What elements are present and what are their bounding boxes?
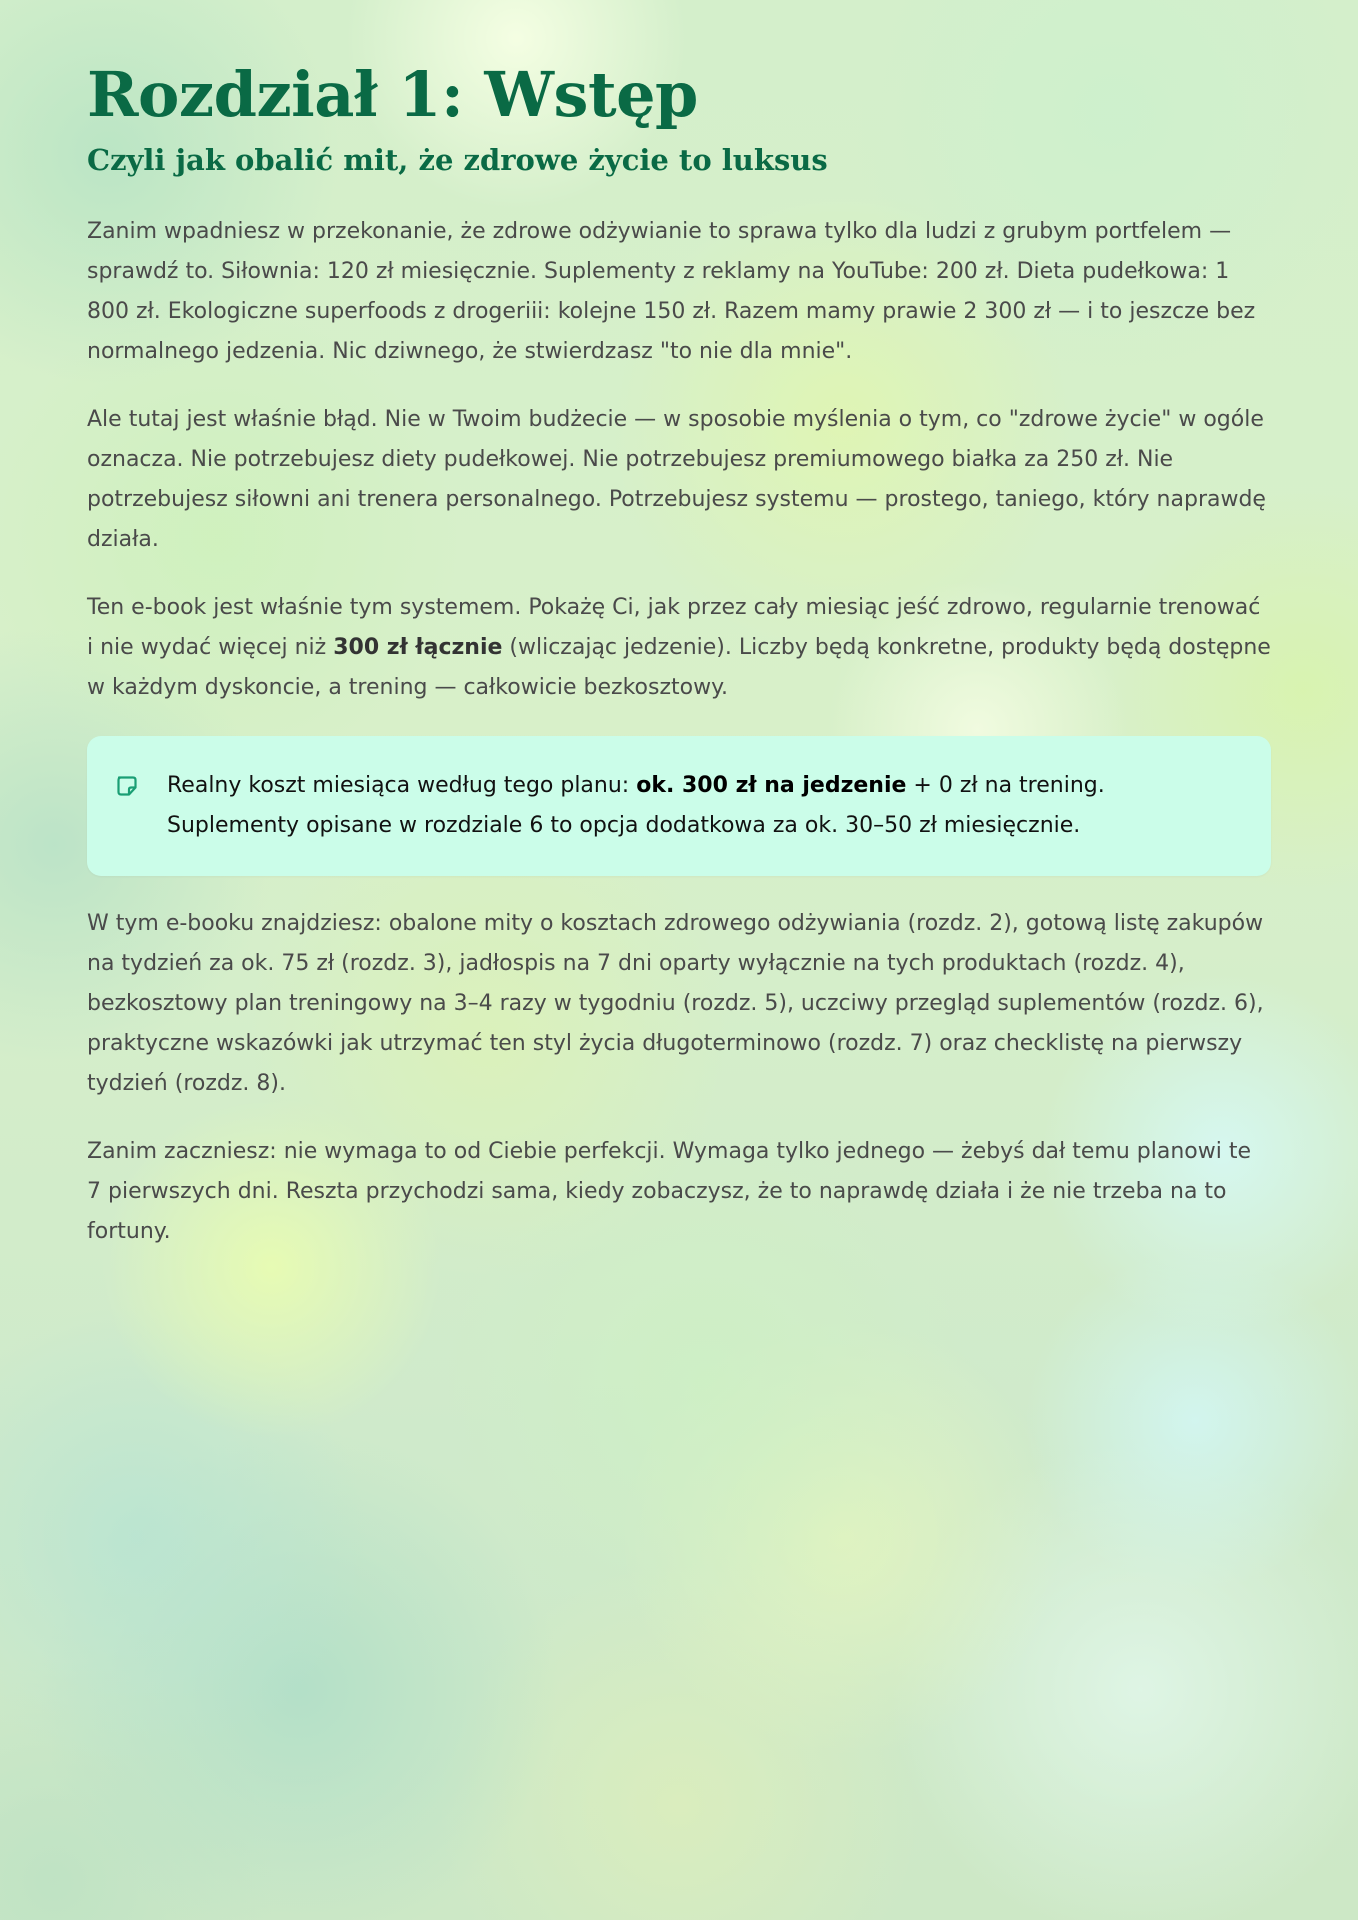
paragraph-start: Zanim zaczniesz: nie wymaga to od Ciebie perfekcji. Wymaga tylko jednego — żebyś dał temu planowi te 7 pierwszych dni. Reszta przychodzi sama, kiedy zobaczysz, że to naprawdę działa i że nie trzeba na to fortuny.	[87, 1139, 1252, 1245]
cost-note-highlight: ok. 300 zł na jedzenie	[636, 773, 907, 799]
paragraph-system-text-end: (wliczając jedzenie). Liczby będą konkretne, produkty będą dostępne w każdym dyskoncie, a trening — całkowicie bezkosztowy.	[87, 635, 1271, 701]
paragraph-system-text-start: Ten e-book jest właśnie tym systemem. Pokażę Ci, jak przez cały miesiąc jeść zdrowo, regularnie trenować i nie wydać więcej niż	[87, 595, 1261, 661]
chapter-page	[87, 58, 1271, 1280]
note-icon	[115, 774, 139, 798]
paragraph-system-highlight: 300 zł łącznie	[333, 635, 503, 661]
paragraph-mindset: Ale tutaj jest właśnie błąd. Nie w Twoim budżecie — w sposobie myślenia o tym, co "zdrowe życie" w ogóle oznacza. Nie potrzebujesz diety pudełkowej. Nie potrzebujesz premiumowego białka za 250 zł. Nie potrzebujesz siłowni ani trenera personalnego. Potrzebujesz systemu — prostego, taniego, który naprawdę działa.	[87, 407, 1266, 553]
chapter-title: Rozdział 1: Wstęp	[87, 58, 698, 131]
cost-note-text-start: Realny koszt miesiąca według tego planu:	[167, 773, 637, 799]
paragraph-system	[87, 588, 1271, 708]
chapter-subtitle: Czyli jak obalić mit, że zdrowe życie to luksus	[87, 143, 828, 178]
cost-note-box	[87, 736, 1271, 876]
paragraph-costs: Zanim wpadniesz w przekonanie, że zdrowe odżywianie to sprawa tylko dla ludzi z grubym portfelem — sprawdź to. Siłownia: 120 zł miesięcznie. Suplementy z reklamy na YouTube: 200 zł. Dieta pudełkowa: 1 800 zł. Ekologiczne superfoods z drogeriii: kolejne 150 zł. Razem mamy prawie 2 300 zł — i to jeszcze bez normalnego jedzenia. Nic dziwnego, że stwierdzasz "to nie dla mnie".	[87, 219, 1256, 365]
cost-note-text	[167, 766, 1241, 846]
paragraph-contents: W tym e-booku znajdziesz: obalone mity o kosztach zdrowego odżywiania (rozdz. 2), gotową listę zakupów na tydzień za ok. 75 zł (rozdz. 3), jadłospis na 7 dni oparty wyłącznie na tych produktach (rozdz. 4), bezkosztowy plan treningowy na 3–4 razy w tygodniu (rozdz. 5), uczciwy przegląd suplementów (rozdz. 6), praktyczne wskazówki jak utrzymać ten styl życia długoterminowo (rozdz. 7) oraz checklistę na pierwszy tydzień (rozdz. 8).	[87, 911, 1264, 1097]
cost-note-text-end: + 0 zł na trening. Suplementy opisane w rozdziale 6 to opcja dodatkowa za ok. 30–50 zł miesięcznie.	[167, 773, 1105, 839]
